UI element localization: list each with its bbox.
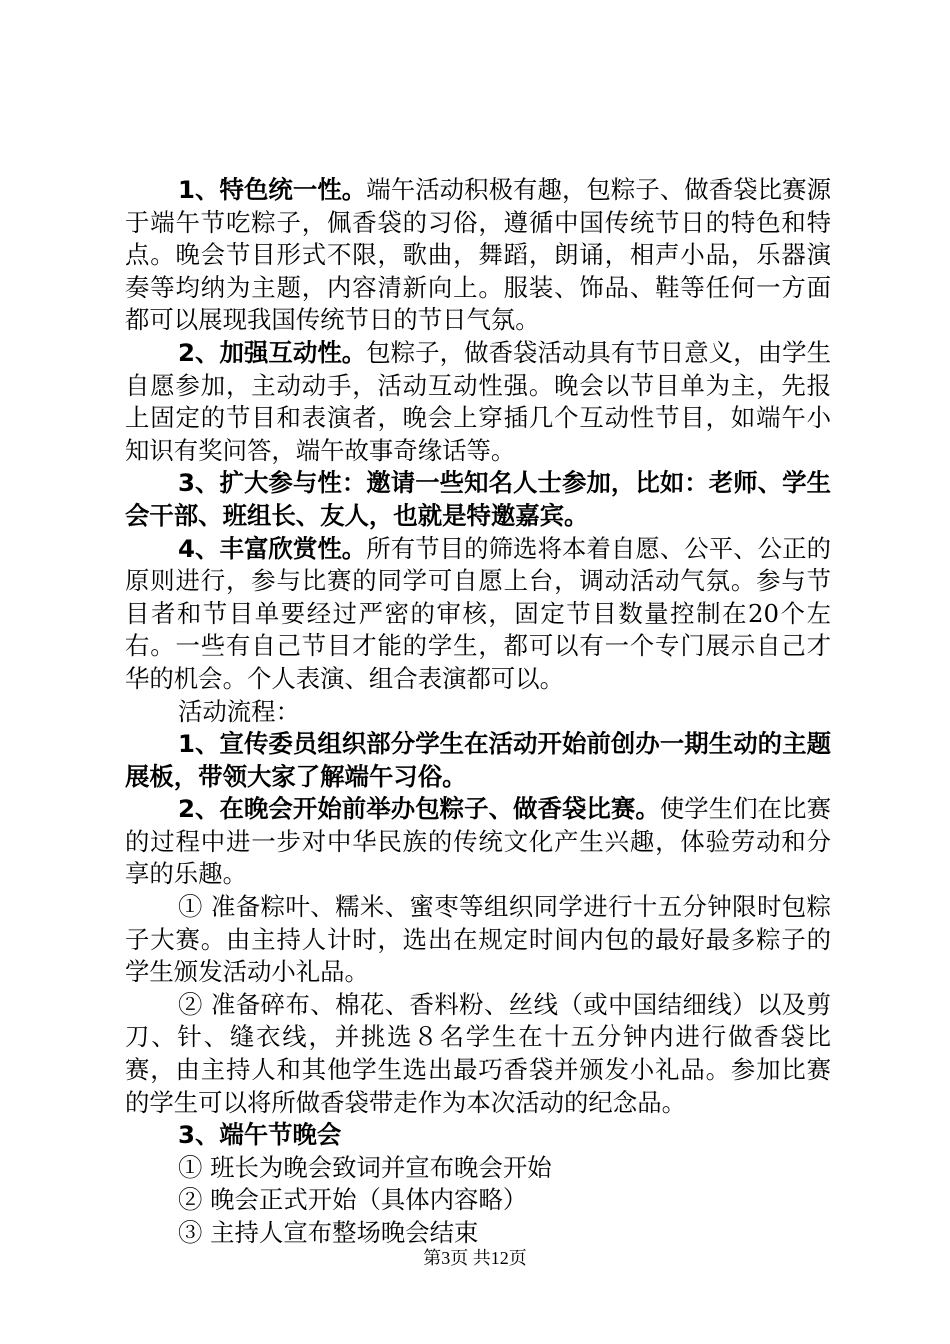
flow-step-3-item-2: ② 晚会正式开始（具体内容略） [178,1185,528,1215]
paragraph-text: 所有节目的筛选将本着自愿、公平、公正的原则进行，参与比赛的同学可自愿上台，调动活动气氛。参与节目者和节目单要经过严密的审核，固定节目数量控制在20个左右。一些有自己节目才能的学生，都可以有一个专门展示自己才华的机会。个人表演、组合表演都可以。 [125,533,831,693]
paragraph-feature-unity [125,174,831,337]
document-body [125,174,831,1250]
paragraph-heading: 2、在晚会开始前举办包粽子、做香袋比赛。 [178,794,660,824]
flow-step-2-item-1: ① 准备粽叶、糯米、蜜枣等组织同学进行十五分钟限时包粽子大赛。由主持人计时，选出在规定时间内包的最好最多粽子的学生颁发活动小礼品。 [125,892,831,987]
paragraph-heading: 1、特色统一性。 [178,175,367,204]
paragraph-text: 端午活动积极有趣，包粽子、做香袋比赛源于端午节吃粽子，佩香袋的习俗，遵循中国传统节日的特色和特点。晚会节目形式不限，歌曲，舞蹈，朗诵，相声小品，乐器演奏等均纳为主题，内容清新向上。服装、饰品、鞋等任何一方面都可以展现我国传统节日的节日气氛。 [125,175,831,335]
flow-step-1: 1、宣传委员组织部分学生在活动开始前创办一期生动的主题展板，带领大家了解端午习俗。 [125,729,831,791]
paragraph-text: 包粽子，做香袋活动具有节日意义，由学生自愿参加，主动动手，活动互动性强。晚会以节目单为主，先报上固定的节目和表演者，晚会上穿插几个互动性节目，如端午小知识有奖问答，端午故事奇缘话等。 [125,337,831,465]
paragraph-heading: 2、加强互动性。 [178,337,367,367]
section-heading-flow: 活动流程： [178,696,300,726]
paragraph-interactivity [125,337,831,467]
paragraph-participation: 3、扩大参与性：邀请一些知名人士参加，比如：老师、学生会干部、班组长、友人，也就是特邀嘉宾。 [125,468,831,530]
paragraph-appreciation [125,533,831,696]
flow-step-3-item-3: ③ 主持人宣布整场晚会结束 [178,1218,479,1247]
flow-step-3-item-1: ① 班长为晚会致词并宣布晚会开始 [178,1152,552,1182]
page-number-footer: 第3页 共12页 [423,1248,527,1268]
paragraph-text: 使学生们在比赛的过程中进一步对中华民族的传统文化产生兴趣，体验劳动和分享的乐趣。 [125,794,831,889]
flow-step-2 [125,793,831,891]
flow-step-3: 3、端午节晚会 [178,1120,342,1150]
flow-step-2-item-2: ② 准备碎布、棉花、香料粉、丝线（或中国结细线）以及剪刀、针、缝衣线，并挑选８名学生在十五分钟内进行做香袋比赛，由主持人和其他学生选出最巧香袋并颁发小礼品。参加比赛的学生可以将所做香袋带走作为本次活动的纪念品。 [125,989,831,1117]
paragraph-heading: 4、丰富欣赏性。 [178,533,367,563]
